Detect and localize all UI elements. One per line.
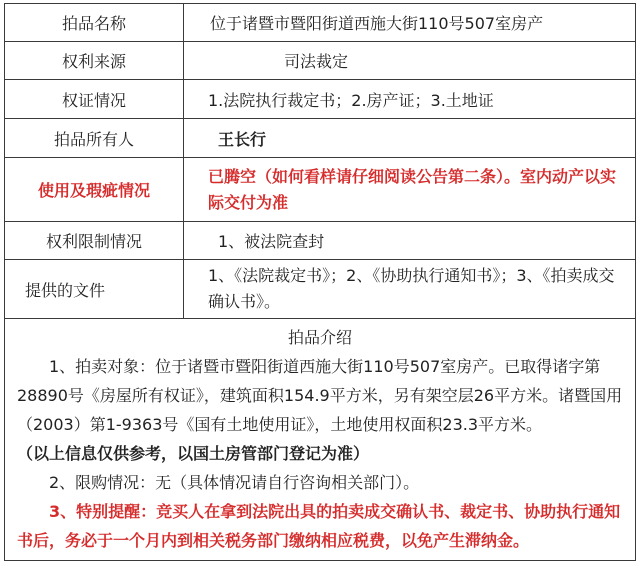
table-row (5, 4, 636, 42)
row-label: 使用及瑕疵情况 (5, 158, 184, 222)
row-label: 提供的文件 (5, 260, 184, 319)
row-value: 已腾空（如何看样请仔细阅读公告第二条）。室内动产以实际交付为准 (184, 158, 636, 222)
intro-paragraph-2: （以上信息仅供参考，以国土房管部门登记为准） (17, 444, 370, 463)
row-value: 1、被法院查封 (184, 222, 636, 260)
table-row (5, 222, 636, 260)
special-notice-label: 3、特别提醒： (49, 502, 157, 521)
row-label: 权利来源 (5, 42, 184, 80)
special-notice-text: 竞买人在拿到法院出具的拍卖成交确认书、裁定书、协助执行通知书后，务必于一个月内到相关税务部门缴纳相应税费，以免产生滞纳金。 (17, 502, 621, 550)
row-value: 1.法院执行裁定书；2.房产证；3.土地证 (184, 80, 636, 119)
table-row (5, 80, 636, 119)
intro-paragraph-3: 2、限购情况：无（具体情况请自行咨询相关部门）。 (49, 473, 420, 492)
row-value: 1、《法院裁定书》；2、《协助执行通知书》；3、《拍卖成交确认书》。 (184, 260, 636, 319)
row-label: 拍品名称 (5, 4, 184, 42)
intro-cell (5, 319, 636, 561)
row-label: 拍品所有人 (5, 119, 184, 158)
intro-paragraph-1: 1、拍卖对象：位于诸暨市暨阳街道西施大街110号507室房产。已取得诸字第28890号《房屋所有权证》，建筑面积154.9平方米，另有架空层26平方米。诸暨国用（2003）第1-9363号《国有土地使用证》，土地使用权面积23.3平方米。 (17, 357, 623, 434)
row-label: 权证情况 (5, 80, 184, 119)
intro-title: 拍品介绍 (287, 328, 352, 347)
row-value: 司法裁定 (184, 42, 636, 80)
table-row (5, 42, 636, 80)
table-row (5, 119, 636, 158)
row-value: 位于诸暨市暨阳街道西施大街110号507室房产 (184, 4, 636, 42)
table-row (5, 158, 636, 222)
auction-info-table (4, 3, 636, 561)
intro-paragraph-4 (17, 497, 623, 555)
intro-row (5, 319, 636, 561)
row-value: 王长行 (184, 119, 636, 158)
table-row (5, 260, 636, 319)
row-label: 权利限制情况 (5, 222, 184, 260)
